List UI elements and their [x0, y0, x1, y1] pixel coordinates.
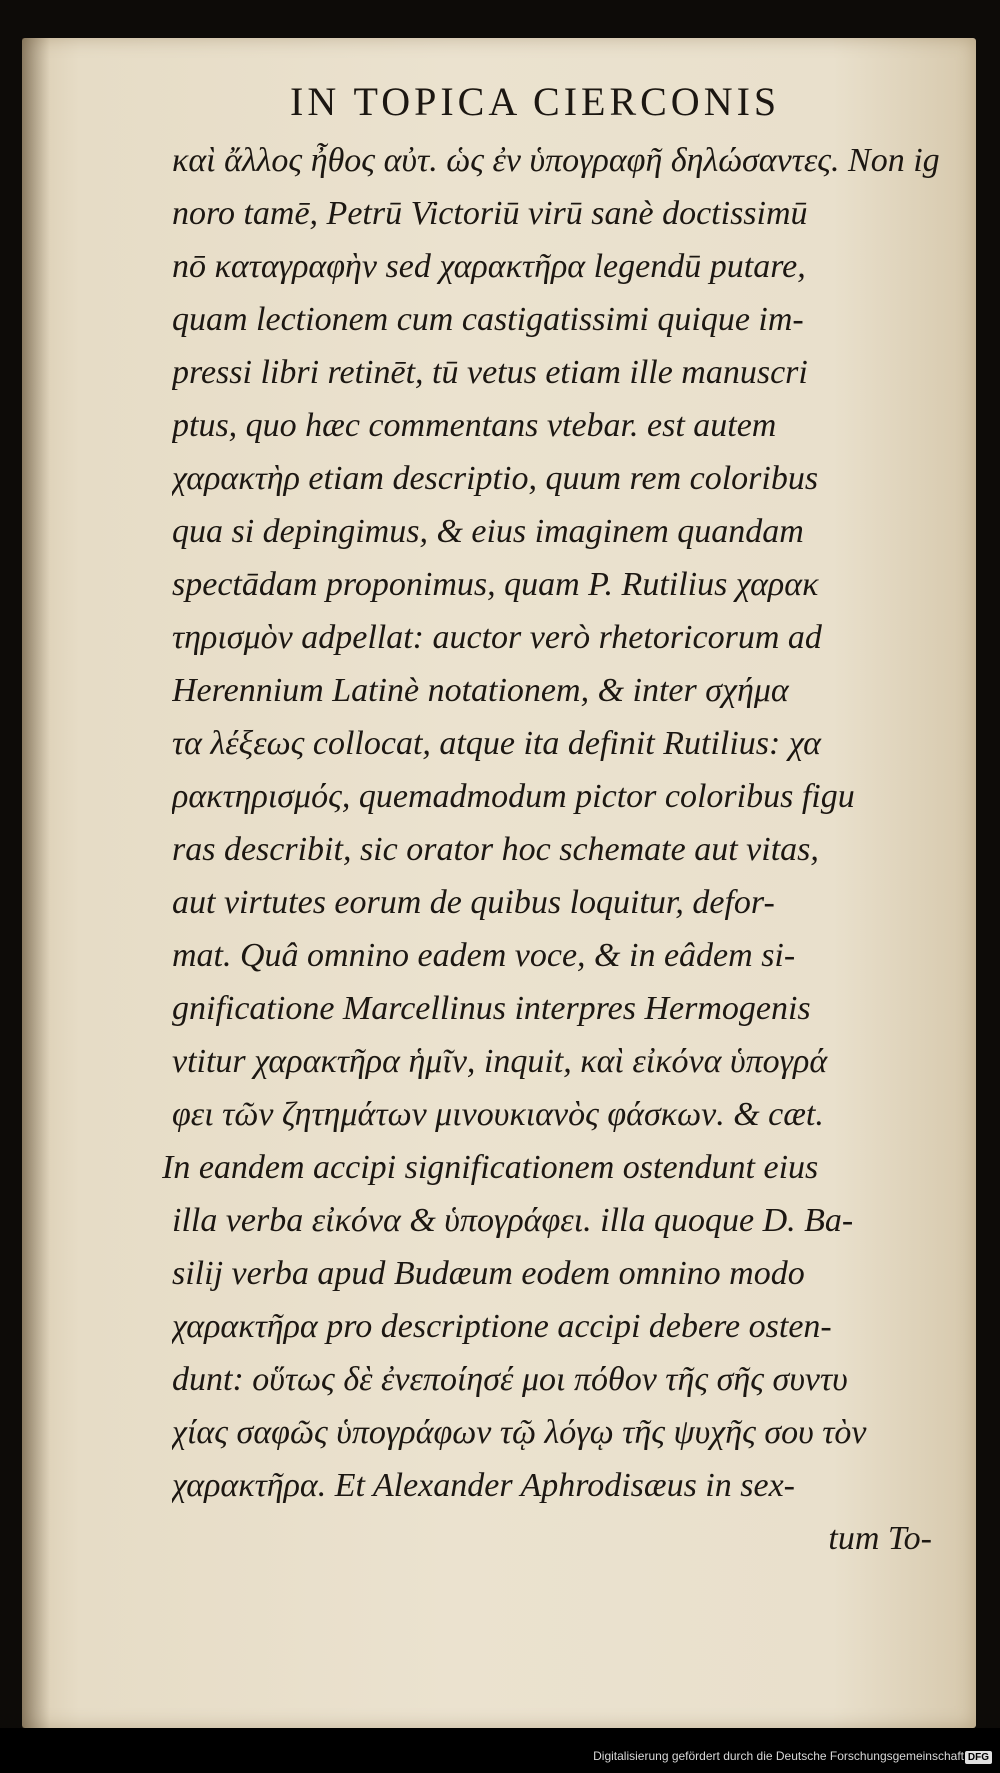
- text-line: dunt: οὕτως δὲ ἐνεποίησέ μοι πόθον τῆς σῆς συντυ: [172, 1361, 848, 1398]
- text-line: χίας σαφῶς ὑπογράφων τῷ λόγῳ τῆς ψυχῆς σου τὸν: [172, 1414, 867, 1451]
- text-line: Herennium Latinè notationem, & inter σχήμα: [172, 672, 789, 709]
- text-line: gnificatione Marcellinus interpres Hermogenis: [172, 990, 811, 1027]
- page-gutter-shadow: [22, 38, 50, 1728]
- text-line: pressi libri retinēt, tū vetus etiam ille manuscri: [172, 354, 808, 391]
- text-line: καὶ ἄλλος ἦθος αὐτ. ὡς ἐν ὑπογραφῆ δηλώσαντες. Non ig: [172, 142, 940, 179]
- text-line: χαρακτῆρα pro descriptione accipi debere osten-: [172, 1308, 832, 1345]
- digitization-footer: [0, 1728, 1000, 1773]
- text-line: χαρακτὴρ etiam descriptio, quum rem coloribus: [172, 460, 819, 497]
- text-line: nō καταγραφὴν sed χαρακτῆρα legendū putare,: [172, 248, 806, 285]
- funding-credit: Digitalisierung gefördert durch die Deutsche Forschungsgemeinschaft: [593, 1749, 964, 1763]
- text-line: qua si depingimus, & eius imaginem quandam: [172, 513, 804, 550]
- text-line: χαρακτῆρα. Et Alexander Aphrodisæus in sex-: [172, 1467, 795, 1504]
- text-line: spectādam proponimus, quam P. Rutilius χαρακ: [172, 566, 819, 603]
- running-header: IN TOPICA CIERCONIS: [290, 79, 781, 124]
- text-line: φει τῶν ζητημάτων μινουκιανὸς φάσκων. & cæt.: [172, 1096, 824, 1133]
- page-text-block: [162, 134, 952, 1565]
- text-line: silij verba apud Budæum eodem omnino modo: [172, 1255, 805, 1292]
- text-line: ptus, quo hæc commentans vtebar. est autem: [172, 407, 777, 444]
- dfg-logo: DFG: [965, 1751, 992, 1764]
- text-line: ras describit, sic orator hoc schemate aut vitas,: [172, 831, 819, 868]
- catchword-line: tum To-: [828, 1520, 932, 1557]
- text-line: mat. Quâ omnino eadem voce, & in eâdem si-: [172, 937, 796, 974]
- text-line: illa verba εἰκόνα & ὑπογράφει. illa quoque D. Ba-: [172, 1202, 854, 1239]
- text-line: ρακτηρισμός, quemadmodum pictor coloribus figu: [172, 778, 855, 815]
- text-line: quam lectionem cum castigatissimi quique im-: [172, 301, 804, 338]
- text-line: noro tamē, Petrū Victoriū virū sanè doctissimū: [172, 195, 808, 232]
- text-line: τηρισμὸν adpellat: auctor verò rhetoricorum ad: [172, 619, 822, 656]
- text-line: vtitur χαρακτῆρα ἡμῖν, inquit, καὶ εἰκόνα ὑπογρά: [172, 1043, 828, 1080]
- text-line: In eandem accipi significationem ostendunt eius: [162, 1149, 819, 1186]
- text-line: τα λέξεως collocat, atque ita definit Rutilius: χα: [172, 725, 821, 762]
- text-line: aut virtutes eorum de quibus loquitur, defor-: [172, 884, 775, 921]
